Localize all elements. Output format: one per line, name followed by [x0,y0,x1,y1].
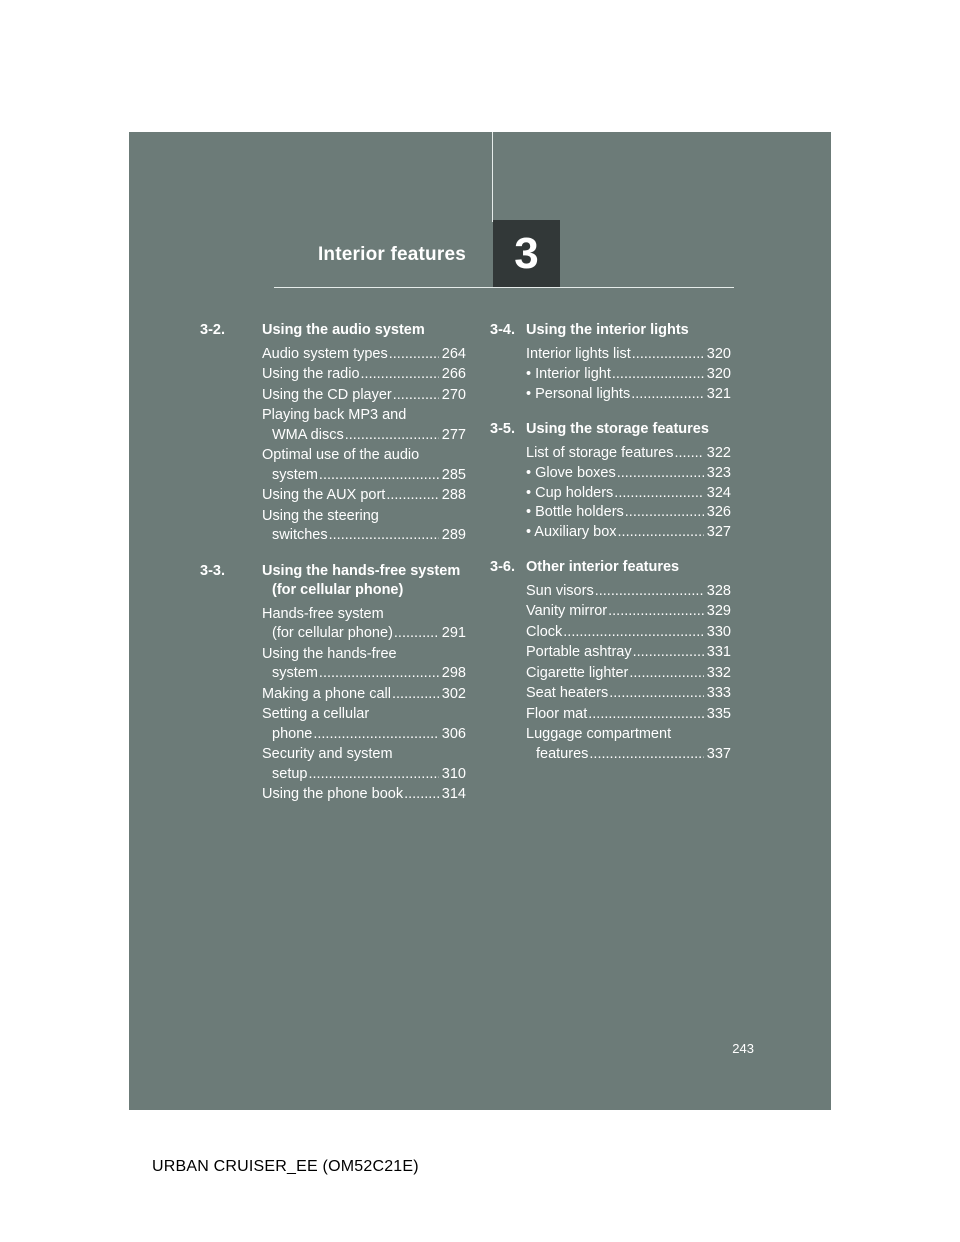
toc-entry-list [490,444,731,543]
entry-row [526,623,731,643]
entry-title: system [272,466,318,483]
entry-page-number: 314 [441,786,466,802]
entry-row [262,365,466,385]
entry-row [526,444,731,464]
dot-leader [588,705,704,725]
entry-title: phone [272,725,313,742]
entry-title: Portable ashtray [526,644,632,660]
dot-leader [632,345,704,365]
toc-entry[interactable] [262,406,466,445]
entry-title-line: Hands-free system [262,605,384,622]
toc-entry-list [490,582,731,765]
toc-entry[interactable] [262,645,466,684]
entry-page-number: 332 [706,664,731,681]
entry-title: Cigarette lighter [526,664,629,681]
entry-page-number: 322 [706,444,731,461]
entry-page-number: 285 [441,466,466,483]
section-title [526,558,731,578]
section-heading [200,562,466,601]
dot-leader [393,386,439,406]
entry-row [262,765,466,785]
entry-title: WMA discs [272,426,344,443]
toc-entry[interactable] [262,345,466,365]
section-heading [200,321,466,341]
entry-page-number: 328 [706,582,731,599]
entry-row [526,705,731,725]
entry-row [526,602,731,622]
section-number: 3-4. [490,322,515,338]
dot-leader [609,684,704,704]
toc-entry[interactable] [526,484,731,504]
entry-title: setup [272,765,308,782]
toc-right-column [490,321,731,780]
entry-title: Clock [526,623,563,640]
entry-row [526,345,731,365]
dot-leader [617,464,704,484]
entry-page-number: 323 [706,465,731,481]
entry-title: Floor mat [526,705,588,722]
dot-leader [625,503,704,523]
section-number: 3-6. [490,559,515,575]
section-number: 3-2. [200,322,225,338]
chapter-number: 3 [514,228,539,278]
entry-title: List of storage features [526,444,674,461]
entry-page-number: 298 [441,665,466,681]
toc-left-column [200,321,466,821]
toc-entry[interactable] [526,582,731,602]
entry-page-number: 324 [706,484,731,501]
section-title [526,420,731,440]
toc-entry[interactable] [262,365,466,385]
toc-entry[interactable] [526,444,731,464]
dot-leader [618,523,704,543]
entry-title: Seat heaters [526,685,609,701]
toc-section [490,420,731,542]
entry-row [262,624,466,644]
entry-title-line: Using the hands-free [262,645,397,662]
entry-title: (for cellular phone) [272,625,393,641]
toc-entry[interactable] [262,685,466,705]
entry-title-line: Playing back MP3 and [262,407,407,423]
entry-page-number: 320 [706,345,731,362]
entry-row [262,426,466,446]
toc-entry[interactable] [526,725,731,764]
entry-row [262,664,466,684]
dot-leader [631,385,704,405]
entry-title-line: Luggage compartment [526,726,672,742]
dot-leader [392,685,439,705]
entry-title: features [536,745,589,762]
entry-row [262,386,466,406]
entry-title: Using the AUX port [262,487,386,503]
entry-title: • Glove boxes [526,465,616,481]
dot-leader [614,484,704,504]
entry-title: • Personal lights [526,385,631,402]
toc-entry-list [200,345,466,546]
entry-title: Audio system types [262,345,388,362]
entry-page-number: 270 [441,386,466,403]
toc-entry[interactable] [526,464,731,484]
entry-page-number: 320 [706,366,731,382]
entry-title-line: Optimal use of the audio [262,447,420,463]
toc-section [200,562,466,805]
entry-row [262,486,466,506]
toc-section [490,558,731,764]
entry-title-line: Security and system [262,746,393,762]
header-divider-vertical [492,132,493,222]
dot-leader [329,526,439,546]
toc-entry[interactable] [526,684,731,704]
section-title-line: Using the interior lights [526,322,689,338]
dot-leader [563,623,704,643]
entry-page-number: 291 [441,625,466,641]
entry-row [526,523,731,543]
section-number: 3-3. [200,562,225,579]
entry-title: Using the radio [262,366,360,382]
toc-entry[interactable] [526,523,731,543]
entry-title-line: Setting a cellular [262,706,370,722]
section-title-line: Using the storage features [526,421,709,437]
entry-page-number: 327 [706,523,731,540]
entry-title: • Interior light [526,366,611,382]
entry-page-number: 302 [441,685,466,702]
section-title-line: Other interior features [526,559,680,575]
entry-page-number: 337 [706,745,731,762]
entry-row [262,725,466,745]
entry-row [526,365,731,385]
entry-row [262,685,466,705]
entry-row [262,345,466,365]
toc-entry[interactable] [526,602,731,622]
entry-page-number: 326 [706,504,731,520]
section-title-line: Using the audio system [262,322,425,338]
dot-leader [313,725,438,745]
entry-title: • Bottle holders [526,504,624,520]
toc-entry[interactable] [526,664,731,684]
entry-page-number: 264 [441,345,466,362]
entry-page-number: 266 [441,366,466,382]
dot-leader [612,365,704,385]
toc-entry[interactable] [262,507,466,546]
section-heading [490,321,731,341]
entry-page-number: 277 [441,426,466,443]
section-title [262,562,466,601]
section-title [526,321,731,341]
entry-row [526,503,731,523]
page-number: 243 [732,1041,754,1056]
toc-entry-list [490,345,731,405]
entry-page-number: 333 [706,685,731,701]
toc-entry[interactable] [526,345,731,365]
entry-page-number: 306 [441,725,466,742]
dot-leader [404,785,439,805]
entry-page-number: 329 [706,603,731,619]
toc-entry[interactable] [526,643,731,663]
header-divider-horizontal [274,287,734,288]
toc-entry[interactable] [526,385,731,405]
entry-title: Using the phone book [262,786,404,802]
dot-leader [361,365,439,385]
dot-leader [633,643,704,663]
dot-leader [308,765,438,785]
entry-title: Sun visors [526,582,594,599]
dot-leader [319,466,439,486]
dot-leader [629,664,703,684]
section-title-line: Using the hands-free system [262,562,461,579]
dot-leader [675,444,704,464]
dot-leader [589,745,703,765]
entry-row [262,526,466,546]
dot-leader [608,602,704,622]
entry-title: system [272,665,318,681]
entry-row [526,745,731,765]
entry-page-number: 289 [441,527,466,543]
entry-title: switches [272,527,328,543]
toc-entry[interactable] [262,386,466,406]
toc-entry[interactable] [262,785,466,805]
toc-entry[interactable] [262,705,466,744]
dot-leader [345,426,439,446]
dot-leader [389,345,439,365]
entry-title: Using the CD player [262,386,392,403]
dot-leader [319,664,439,684]
section-title [262,321,466,341]
toc-entry[interactable] [262,446,466,485]
section-number: 3-5. [490,421,515,437]
entry-row [526,684,731,704]
toc-section [490,321,731,404]
entry-page-number: 321 [706,385,731,402]
entry-page-number: 310 [441,765,466,782]
entry-row [526,385,731,405]
entry-page-number: 335 [706,705,731,722]
footer-model-code: URBAN CRUISER_EE (OM52C21E) [152,1158,419,1175]
entry-row [526,582,731,602]
toc-entry[interactable] [526,365,731,385]
entry-page-number: 330 [706,623,731,640]
entry-title-line: Using the steering [262,507,379,524]
entry-row [526,464,731,484]
toc-entry[interactable] [262,605,466,644]
entry-page-number: 331 [706,644,731,660]
toc-entry[interactable] [526,503,731,523]
dot-leader [595,582,704,602]
entry-title: Making a phone call [262,685,391,702]
toc-section [200,321,466,546]
dot-leader [394,624,439,644]
chapter-number-box [493,220,560,287]
section-heading [490,558,731,578]
entry-title: Vanity mirror [526,603,608,619]
entry-row [262,785,466,805]
toc-entry[interactable] [526,705,731,725]
toc-entry-list [200,605,466,805]
entry-row [526,643,731,663]
entry-page-number: 288 [441,487,466,503]
entry-title: • Cup holders [526,484,614,501]
entry-row [526,484,731,504]
toc-entry[interactable] [526,623,731,643]
chapter-title: Interior features [317,244,466,265]
section-title-line: (for cellular phone) [272,582,404,598]
entry-title: • Auxiliary box [526,523,617,540]
toc-entry[interactable] [262,486,466,506]
entry-title: Interior lights list [526,345,631,362]
entry-row [262,466,466,486]
section-heading [490,420,731,440]
entry-row [526,664,731,684]
toc-entry[interactable] [262,745,466,784]
dot-leader [386,486,438,506]
